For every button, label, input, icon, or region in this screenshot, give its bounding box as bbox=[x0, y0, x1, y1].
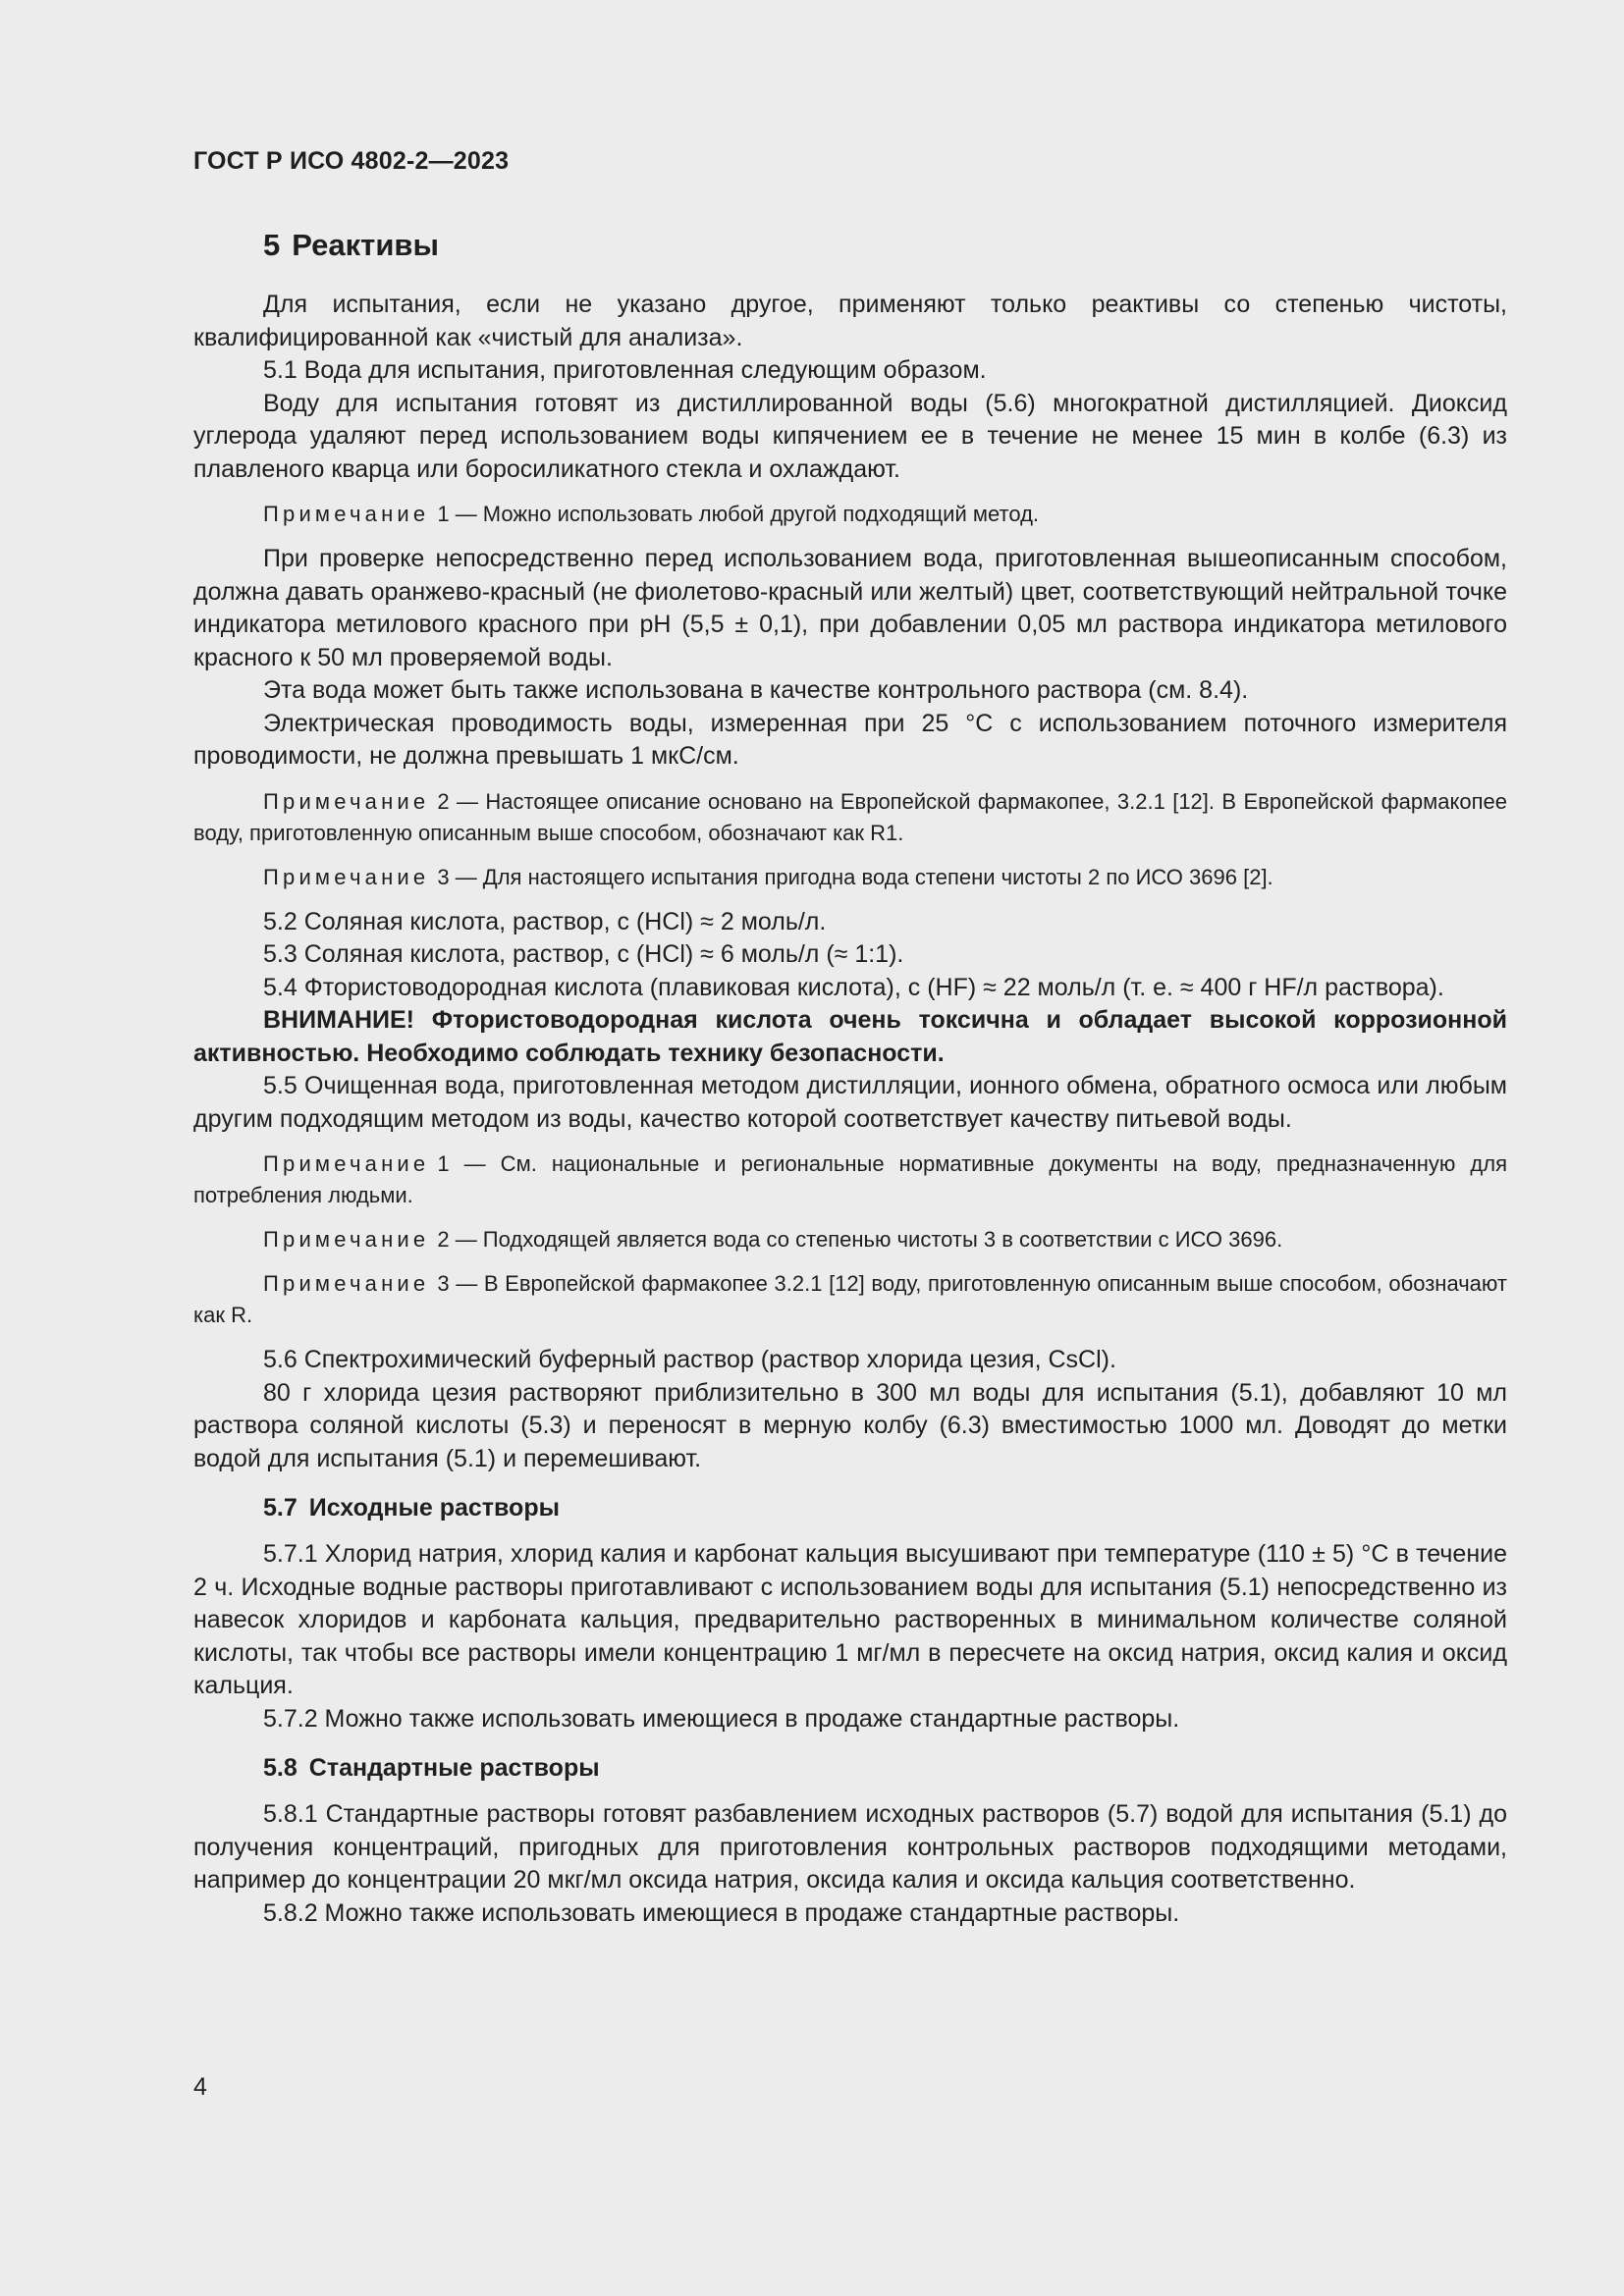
paragraph-5-1-control: Эта вода может быть также использована в качестве контрольного раствора (см. 8.4). bbox=[263, 676, 1249, 704]
paragraph-5-2: 5.2 Соляная кислота, раствор, c (HCl) ≈ 2 моль/л. bbox=[263, 907, 827, 935]
paragraph-intro: Для испытания, если не указано другое, применяют только реактивы со степенью чистоты, квалифицированной как «чистый для анализа». bbox=[193, 291, 1507, 351]
note-5-1-3 bbox=[193, 862, 1507, 893]
paragraph-5-1-check: При проверке непосредственно перед использованием вода, приготовленная вышеописанным способом, должна давать оранжево-красный (не фиолетово-красный или желтый) цвет, соответствующий нейтральной точке индикатора метилового красного при pH (5,5 ± 0,1), при добавлении 0,05 мл раствора индикатора метилового красного к 50 мл проверяемой воды. bbox=[193, 545, 1507, 671]
section-title: Стандартные растворы bbox=[308, 1754, 600, 1782]
note-5-1-2 bbox=[193, 786, 1507, 849]
section-5-8-heading bbox=[263, 1751, 1507, 1785]
paragraph-5-7-2: 5.7.2 Можно также использовать имеющиеся в продаже стандартные растворы. bbox=[263, 1704, 1180, 1733]
note-text: 1 — Можно использовать любой другой подходящий метод. bbox=[437, 502, 1040, 526]
page-content bbox=[193, 224, 1507, 1930]
paragraph-5-6: 5.6 Спектрохимический буферный раствор (раствор хлорида цезия, CsCl). bbox=[263, 1346, 1116, 1373]
section-number: 5.8 bbox=[263, 1754, 298, 1782]
paragraph-5-8-2: 5.8.2 Можно также использовать имеющиеся в продаже стандартные растворы. bbox=[263, 1898, 1180, 1927]
section-number: 5.7 bbox=[263, 1494, 298, 1522]
note-5-5-3 bbox=[193, 1268, 1507, 1331]
section-5-heading bbox=[263, 224, 1507, 267]
note-5-1-1 bbox=[193, 499, 1507, 530]
note-text: 3 — В Европейской фармакопее 3.2.1 [12] воду, приготовленную описанным выше способом, обозначают как R. bbox=[193, 1271, 1507, 1327]
note-label: Примечание bbox=[263, 502, 430, 526]
note-label: Примечание bbox=[263, 1227, 430, 1252]
paragraph-5-8-1: 5.8.1 Стандартные растворы готовят разбавлением исходных растворов (5.7) водой для испытания (5.1) до получения концентраций, пригодных для приготовления контрольных растворов подходящими методами, например до концентрации 20 мкг/мл оксида натрия, оксида калия и оксида кальция соответственно. bbox=[193, 1800, 1507, 1894]
paragraph-5-5: 5.5 Очищенная вода, приготовленная методом дистилляции, ионного обмена, обратного осмоса или любым другим подходящим методом из воды, качество которой соответствует качеству питьевой воды. bbox=[193, 1072, 1507, 1133]
section-title: Исходные растворы bbox=[308, 1494, 560, 1522]
warning-text: ВНИМАНИЕ! Фтористоводородная кислота очень токсична и обладает высокой коррозионной активностью. Необходимо соблюдать технику безопасности. bbox=[193, 1006, 1507, 1067]
note-text: 2 — Подходящей является вода со степенью чистоты 3 в соответствии с ИСО 3696. bbox=[437, 1227, 1283, 1252]
section-number: 5 bbox=[263, 228, 281, 262]
note-label: Примечание bbox=[263, 1151, 430, 1176]
section-title: Реактивы bbox=[292, 228, 439, 262]
section-5-7-heading bbox=[263, 1491, 1507, 1524]
note-label: Примечание bbox=[263, 788, 430, 814]
paragraph-5-4: 5.4 Фтористоводородная кислота (плавиковая кислота), c (HF) ≈ 22 моль/л (т. е. ≈ 400 г HF/л раствора). bbox=[263, 973, 1444, 1001]
paragraph-5-3: 5.3 Соляная кислота, раствор, c (HCl) ≈ 6 моль/л (≈ 1:1). bbox=[263, 940, 904, 968]
note-label: Примечание bbox=[263, 1271, 430, 1296]
note-text: 1 — См. национальные и региональные нормативные документы на воду, предназначенную для потребления людьми. bbox=[193, 1151, 1507, 1207]
note-text: 2 — Настоящее описание основано на Европейской фармакопее, 3.2.1 [12]. В Европейской фармакопее воду, приготовленную описанным выше способом, обозначают как R1. bbox=[193, 788, 1507, 845]
paragraph-5-1-water: Воду для испытания готовят из дистиллированной воды (5.6) многократной дистилляцией. Диоксид углерода удаляют перед использованием воды кипячением ее в течение не менее 15 мин в колбе (6.3) из плавленого кварца или боросиликатного стекла и охлаждают. bbox=[193, 389, 1507, 483]
paragraph-5-7-1: 5.7.1 Хлорид натрия, хлорид калия и карбонат кальция высушивают при температуре (110 ± 5) °С в течение 2 ч. Исходные водные растворы приготавливают с использованием воды для испытания (5.1) непосредственно из навесок хлоридов и карбоната кальция, предварительно растворенных в минимальном количестве соляной кислоты, так чтобы все растворы имели концентрацию 1 мг/мл в пересчете на оксид натрия, оксид калия и оксид кальция. bbox=[193, 1540, 1507, 1699]
paragraph-5-6-procedure: 80 г хлорида цезия растворяют приблизительно в 300 мл воды для испытания (5.1), добавляют 10 мл раствора соляной кислоты (5.3) и переносят в мерную колбу (6.3) вместимостью 1000 мл. Доводят до метки водой для испытания (5.1) и перемешивают. bbox=[193, 1378, 1507, 1472]
note-5-5-2 bbox=[193, 1224, 1507, 1255]
note-5-5-1 bbox=[193, 1148, 1507, 1211]
note-text: 3 — Для настоящего испытания пригодна вода степени чистоты 2 по ИСО 3696 [2]. bbox=[437, 864, 1273, 889]
document-header: ГОСТ Р ИСО 4802-2—2023 bbox=[193, 147, 510, 175]
page-number: 4 bbox=[193, 2073, 207, 2101]
note-label: Примечание bbox=[263, 864, 430, 889]
paragraph-5-1: 5.1 Вода для испытания, приготовленная следующим образом. bbox=[263, 356, 987, 384]
paragraph-5-1-conductivity: Электрическая проводимость воды, измеренная при 25 °С с использованием поточного измерителя проводимости, не должна превышать 1 мкС/см. bbox=[193, 709, 1507, 770]
